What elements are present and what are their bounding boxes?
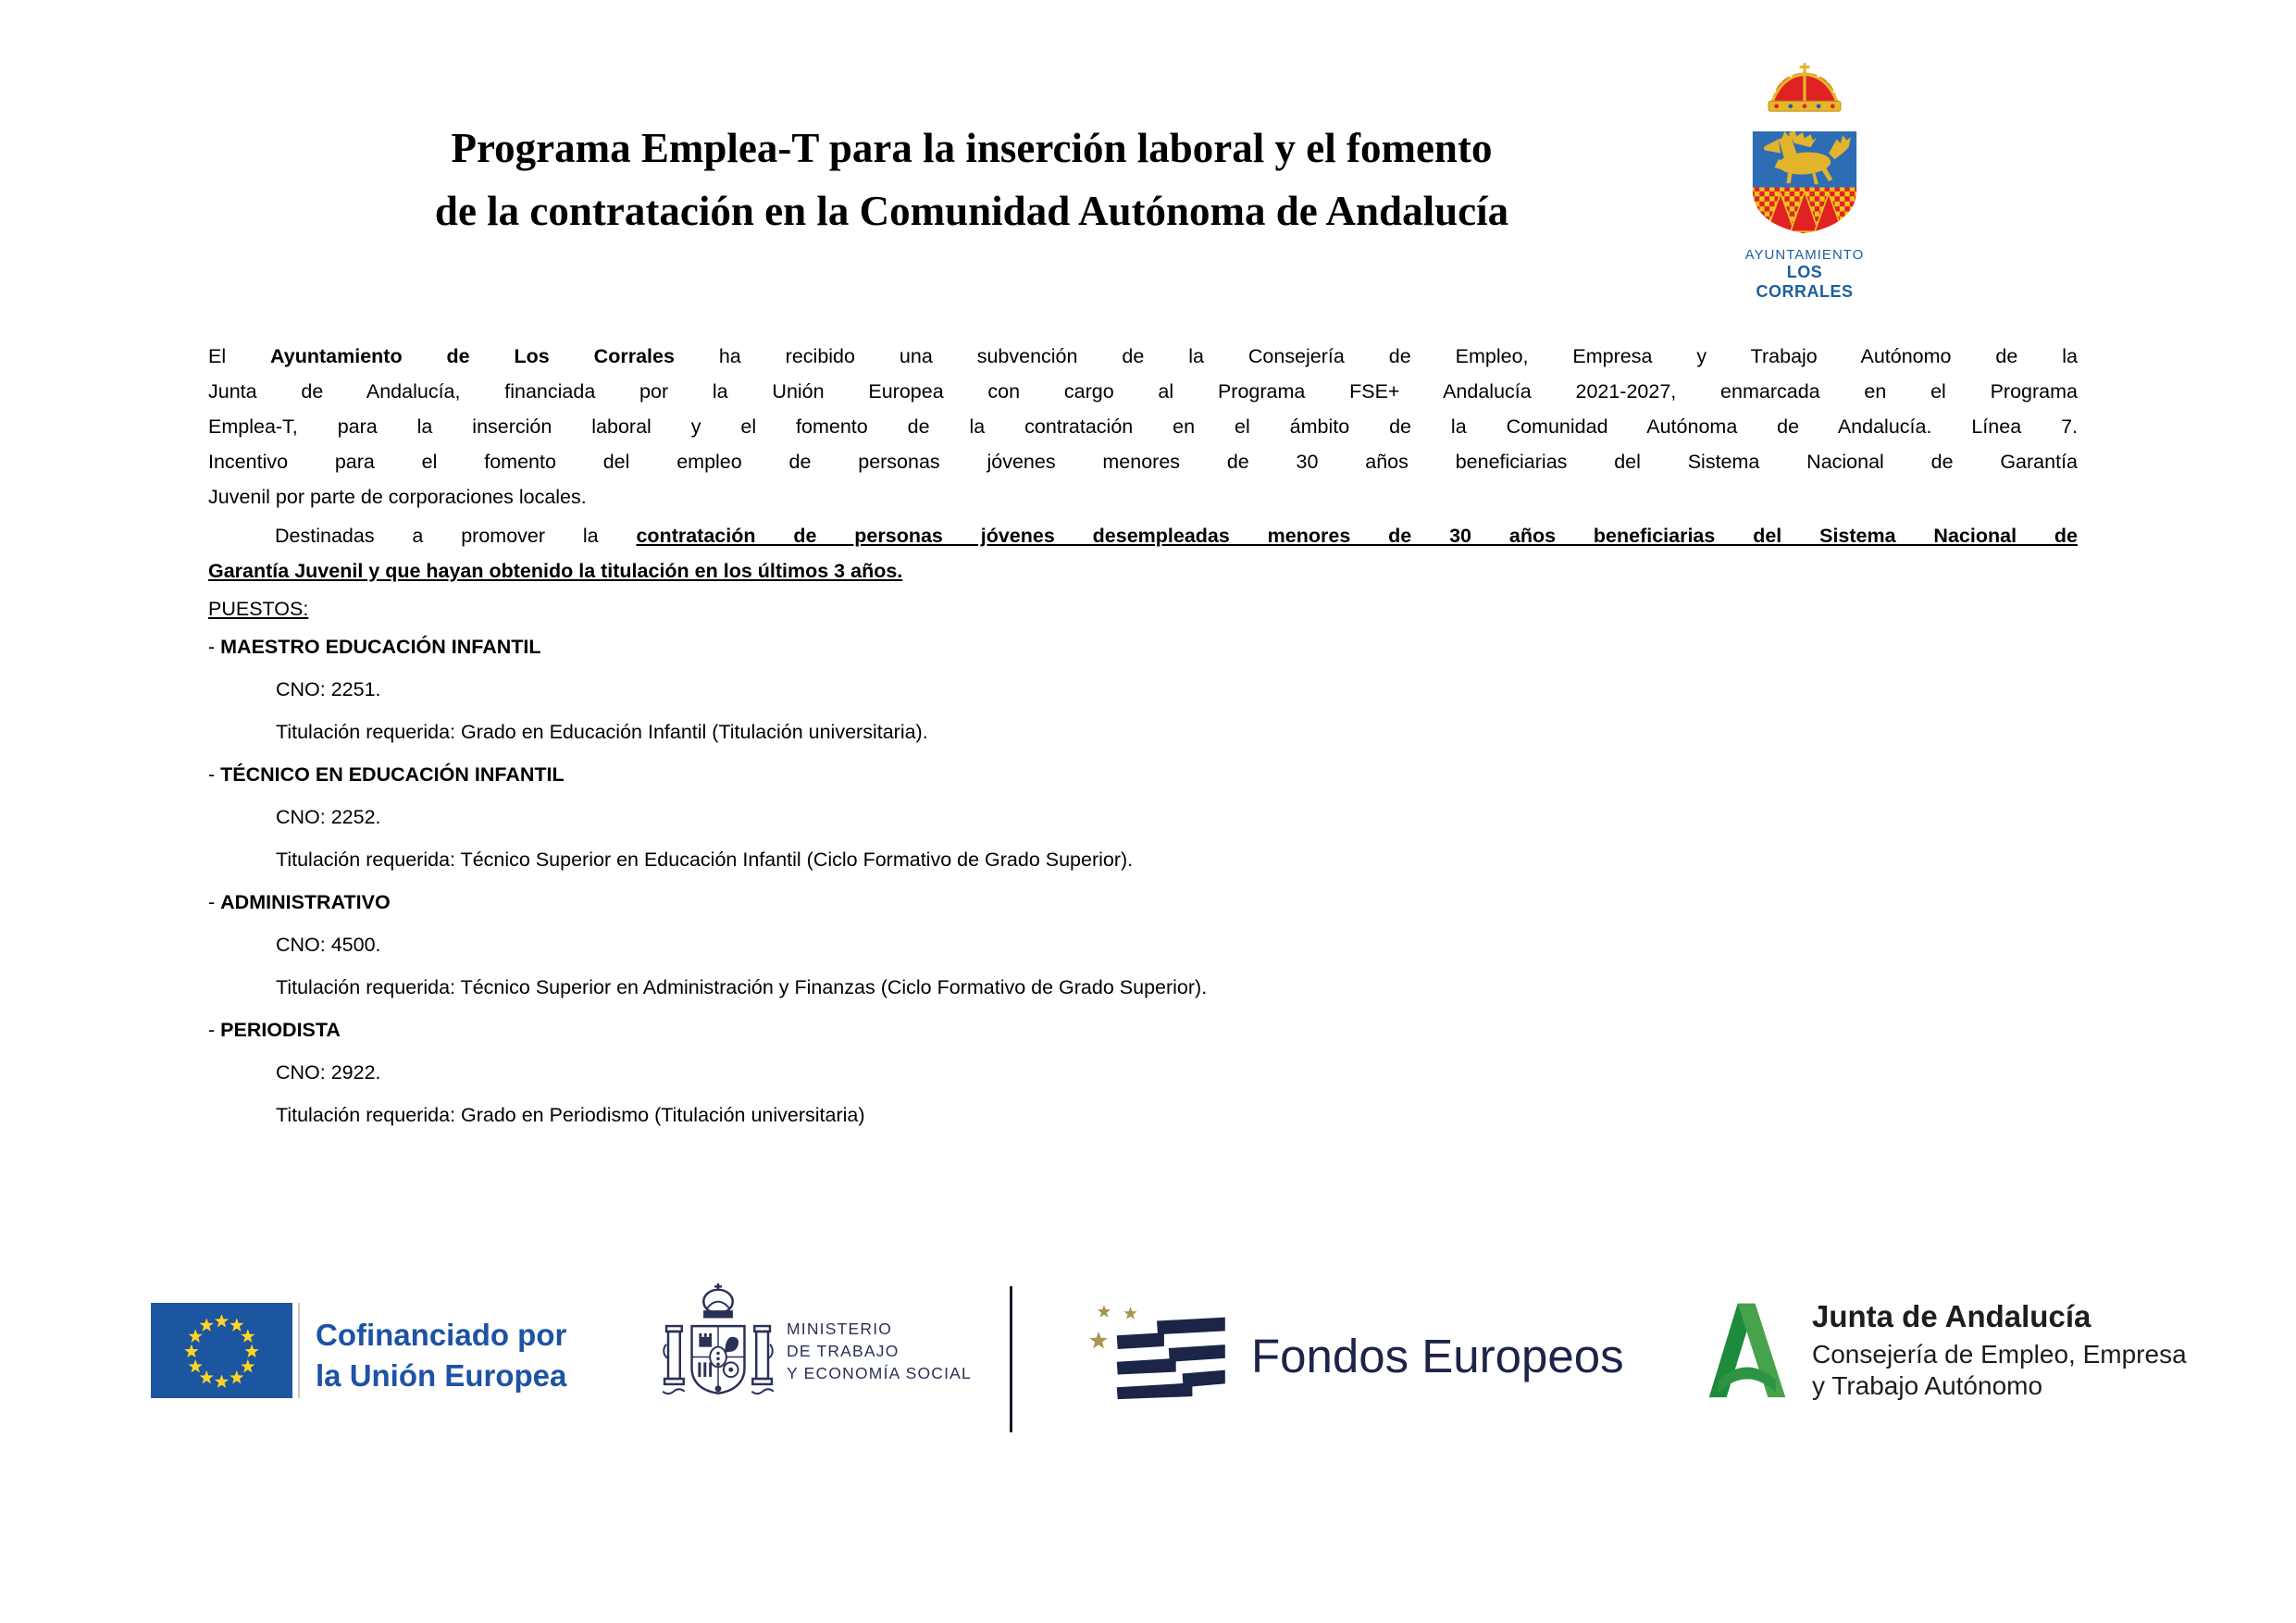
ministerio-label bbox=[787, 1318, 972, 1384]
dash: - bbox=[208, 636, 221, 658]
puestos-heading: PUESTOS: bbox=[208, 598, 309, 620]
eu-cofunded-line2: la Unión Europea bbox=[316, 1358, 567, 1393]
position-name-text: ADMINISTRATIVO bbox=[220, 891, 391, 913]
eu-logo-separator bbox=[298, 1303, 300, 1398]
intro-line-3: Emplea-T, para la inserción laboral y el fomento de la contratación en el ámbito de la Comunidad Autónoma de Andalucía. Línea 7. bbox=[208, 415, 2078, 438]
intro-line-5: Juvenil por parte de corporaciones locales. bbox=[208, 486, 587, 508]
intro-line-4: Incentivo para el fomento del empleo de personas jóvenes menores de 30 años beneficiarias del Sistema Nacional de Garantía bbox=[208, 451, 2078, 473]
page-title-line1: Programa Emplea-T para la inserción laboral y el fomento bbox=[451, 125, 1493, 171]
intro-paragraph bbox=[208, 339, 2078, 514]
intro-line-1 bbox=[208, 339, 2078, 374]
junta-andalucia-icon bbox=[1707, 1288, 1787, 1406]
intro-line1-prefix: El bbox=[208, 345, 271, 367]
position-titulacion: Titulación requerida: Técnico Superior en Educación Infantil (Ciclo Formativo de Grado Superior). bbox=[276, 849, 1134, 871]
spain-coat-of-arms-icon bbox=[659, 1281, 777, 1431]
crest-caption-line1: AYUNTAMIENTO bbox=[1744, 247, 1865, 263]
position-name-text: TÉCNICO EN EDUCACIÓN INFANTIL bbox=[220, 763, 565, 786]
intro-line1-bold: Ayuntamiento de Los Corrales bbox=[270, 345, 675, 367]
purpose-paragraph bbox=[208, 518, 2078, 588]
crest-caption-line2: LOS CORRALES bbox=[1756, 263, 1854, 301]
position-name-text: PERIODISTA bbox=[220, 1019, 341, 1041]
page-title bbox=[222, 117, 1721, 242]
junta-label-line1: Junta de Andalucía bbox=[1812, 1299, 2091, 1333]
position-cno: CNO: 2922. bbox=[276, 1061, 381, 1084]
dash: - bbox=[208, 1019, 221, 1041]
ministerio-line2: DE TRABAJO bbox=[787, 1342, 900, 1360]
dash: - bbox=[208, 763, 221, 786]
purpose-line2-bold: Garantía Juvenil y que hayan obtenido la titulación en los últimos 3 años. bbox=[208, 560, 903, 582]
dash: - bbox=[208, 891, 221, 913]
position-name bbox=[208, 753, 2087, 796]
footer-divider bbox=[1010, 1286, 1012, 1432]
positions-list bbox=[208, 626, 2087, 1136]
position-cno: CNO: 2252. bbox=[276, 806, 381, 828]
position-cno: CNO: 2251. bbox=[276, 678, 381, 700]
eu-cofunded-label bbox=[316, 1315, 566, 1396]
los-corrales-coat-of-arms-icon bbox=[1744, 61, 1865, 242]
position-titulacion: Titulación requerida: Grado en Periodismo (Titulación universitaria) bbox=[276, 1104, 865, 1126]
fondos-europeos-label: Fondos Europeos bbox=[1251, 1330, 1624, 1382]
eu-flag-icon bbox=[151, 1303, 292, 1398]
junta-label-line3: y Trabajo Autónomo bbox=[1812, 1371, 2043, 1400]
purpose-line1-bold: contratación de personas jóvenes desempleadas menores de 30 años beneficiarias del Sistema Nacional de bbox=[636, 525, 2078, 547]
eu-cofunded-line1: Cofinanciado por bbox=[316, 1318, 567, 1352]
fondos-europeos-icon bbox=[1086, 1294, 1232, 1405]
position-name bbox=[208, 881, 2087, 923]
intro-line1-rest: ha recibido una subvención de la Consejería de Empleo, Empresa y Trabajo Autónomo de la bbox=[674, 345, 2079, 367]
position-name bbox=[208, 626, 2087, 668]
crown-icon bbox=[1769, 63, 1841, 111]
page-title-line2: de la contratación en la Comunidad Autónoma de Andalucía bbox=[434, 188, 1509, 234]
ministerio-line1: MINISTERIO bbox=[787, 1319, 893, 1338]
position-name bbox=[208, 1009, 2087, 1051]
position-name-text: MAESTRO EDUCACIÓN INFANTIL bbox=[220, 636, 541, 658]
position-cno: CNO: 4500. bbox=[276, 934, 381, 956]
intro-line-2: Junta de Andalucía, financiada por la Unión Europea con cargo al Programa FSE+ Andalucía 2021-2027, enmarcada en el Programa bbox=[208, 380, 2078, 403]
los-corrales-crest bbox=[1744, 61, 1865, 302]
purpose-line-2 bbox=[208, 553, 2078, 588]
ministerio-line3: Y ECONOMÍA SOCIAL bbox=[787, 1364, 972, 1382]
position-titulacion: Titulación requerida: Técnico Superior en Administración y Finanzas (Ciclo Formativo de Grado Superior). bbox=[276, 976, 1208, 998]
junta-label-line2: Consejería de Empleo, Empresa bbox=[1812, 1340, 2187, 1369]
purpose-line1-prefix: Destinadas a promover la bbox=[275, 525, 637, 547]
position-titulacion: Titulación requerida: Grado en Educación Infantil (Titulación universitaria). bbox=[276, 721, 928, 743]
purpose-line-1 bbox=[208, 518, 2078, 553]
